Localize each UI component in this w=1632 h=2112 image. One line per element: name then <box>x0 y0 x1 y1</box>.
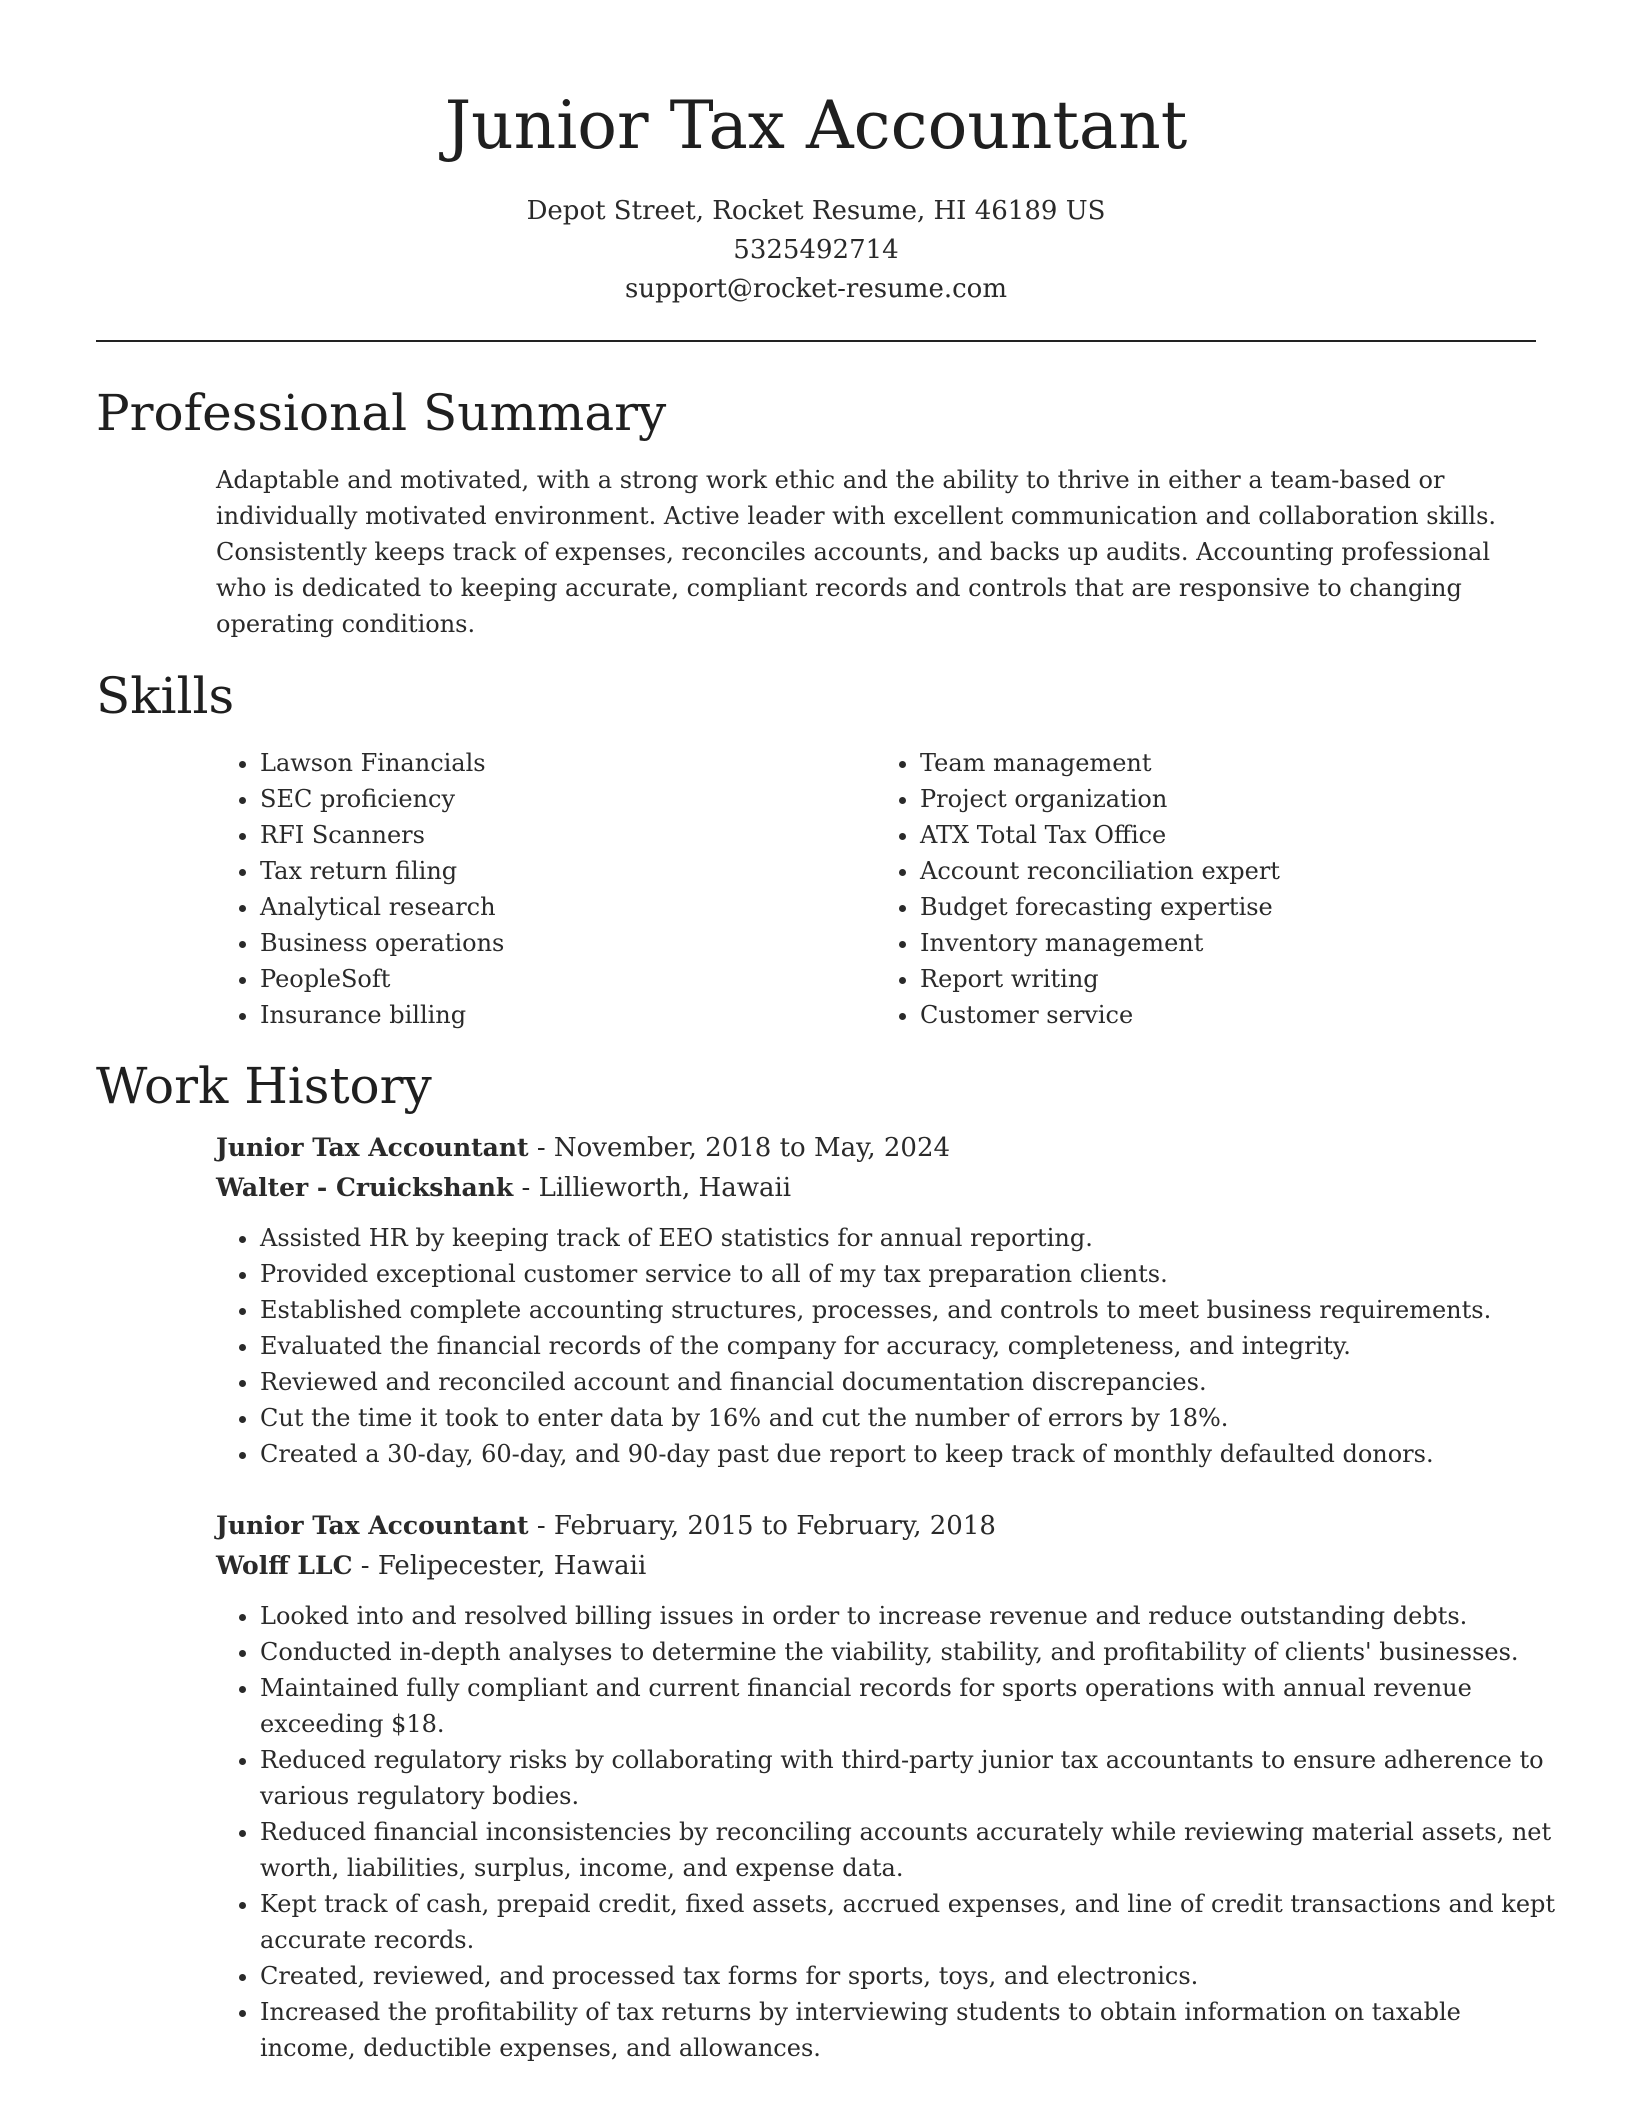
contact-block <box>0 192 1632 309</box>
job-company-line <box>216 1168 1556 1208</box>
job-location: - Felipecester, Hawaii <box>352 1551 647 1581</box>
skills-list <box>216 745 1536 1033</box>
skill-item: • Report writing <box>920 961 1536 997</box>
job-bullet: • Reviewed and reconciled account and financial documentation discrepancies. <box>260 1364 1556 1400</box>
skills-column-left <box>216 745 876 1033</box>
skill-item: • Inventory management <box>920 925 1536 961</box>
skill-item: • Analytical research <box>260 889 876 925</box>
job-bullet: • Kept track of cash, prepaid credit, fixed assets, accrued expenses, and line of credit transactions and kept accurate records. <box>260 1886 1556 1958</box>
summary-text: Adaptable and motivated, with a strong work ethic and the ability to thrive in either a team-based or individually motivated environment. Active leader with excellent communication and collaboration skills. Consistently keeps track of expenses, reconciles accounts, and backs up audits. Accounting professional who is dedicated to keeping accurate, compliant records and controls that are responsive to changing operating conditions. <box>216 466 1497 638</box>
skill-item: • PeopleSoft <box>260 961 876 997</box>
resume-header <box>0 0 1632 309</box>
job-bullet: • Looked into and resolved billing issues in order to increase revenue and reduce outstanding debts. <box>260 1598 1556 1634</box>
skill-item: • Business operations <box>260 925 876 961</box>
skill-item: • Account reconciliation expert <box>920 853 1536 889</box>
skill-item: • Team management <box>920 745 1536 781</box>
job-bullet: • Reduced financial inconsistencies by reconciling accounts accurately while reviewing material assets, net worth, liabilities, surplus, income, and expense data. <box>260 1814 1556 1886</box>
skill-item: • Budget forecasting expertise <box>920 889 1536 925</box>
skill-item: • Lawson Financials <box>260 745 876 781</box>
job-dates: - November, 2018 to May, 2024 <box>528 1133 951 1163</box>
job-bullet: • Established complete accounting structures, processes, and controls to meet business requirements. <box>260 1292 1556 1328</box>
contact-address: Depot Street, Rocket Resume, HI 46189 US <box>526 196 1106 226</box>
skill-item: • Insurance billing <box>260 997 876 1033</box>
job-company: Wolff LLC <box>216 1551 353 1580</box>
work-history-heading: Work History <box>96 1057 432 1115</box>
job-role: Junior Tax Accountant <box>216 1133 529 1162</box>
job-bullets <box>216 1220 1556 1472</box>
job-bullet: • Created, reviewed, and processed tax forms for sports, toys, and electronics. <box>260 1958 1556 1994</box>
skill-item: • SEC proficiency <box>260 781 876 817</box>
job-role: Junior Tax Accountant <box>216 1511 529 1540</box>
contact-phone: 5325492714 <box>733 235 899 265</box>
skill-item: • Tax return filing <box>260 853 876 889</box>
job-bullet: • Assisted HR by keeping track of EEO statistics for annual reporting. <box>260 1220 1556 1256</box>
job-company-line <box>216 1546 1556 1586</box>
skills-column-right <box>876 745 1536 1033</box>
skill-item: • Customer service <box>920 997 1536 1033</box>
job-bullet: • Provided exceptional customer service to all of my tax preparation clients. <box>260 1256 1556 1292</box>
job-entry <box>216 1128 1556 1472</box>
contact-email: support@rocket-resume.com <box>624 274 1007 304</box>
job-bullet: • Maintained fully compliant and current financial records for sports operations with annual revenue exceeding $18. <box>260 1670 1556 1742</box>
job-bullet: • Created a 30-day, 60-day, and 90-day past due report to keep track of monthly defaulted donors. <box>260 1436 1556 1472</box>
job-title-line <box>216 1506 1556 1546</box>
job-company: Walter - Cruickshank <box>216 1173 514 1202</box>
skill-item: • ATX Total Tax Office <box>920 817 1536 853</box>
candidate-name: Junior Tax Accountant <box>444 87 1188 164</box>
skill-item: • RFI Scanners <box>260 817 876 853</box>
skill-item: • Project organization <box>920 781 1536 817</box>
summary-heading: Professional Summary <box>96 384 667 442</box>
job-bullets <box>216 1598 1556 2066</box>
job-entry <box>216 1506 1556 2066</box>
job-bullet: • Cut the time it took to enter data by 16% and cut the number of errors by 18%. <box>260 1400 1556 1436</box>
job-location: - Lillieworth, Hawaii <box>513 1173 792 1203</box>
job-bullet: • Evaluated the financial records of the company for accuracy, completeness, and integrity. <box>260 1328 1556 1364</box>
job-bullet: • Conducted in-depth analyses to determine the viability, stability, and profitability of clients' businesses. <box>260 1634 1556 1670</box>
job-title-line <box>216 1128 1556 1168</box>
skills-heading: Skills <box>96 667 235 725</box>
job-bullet: • Reduced regulatory risks by collaborating with third-party junior tax accountants to ensure adherence to various regulatory bodies. <box>260 1742 1556 1814</box>
job-dates: - February, 2015 to February, 2018 <box>528 1511 996 1541</box>
job-bullet: • Increased the profitability of tax returns by interviewing students to obtain information on taxable income, deductible expenses, and allowances. <box>260 1994 1556 2066</box>
header-divider <box>96 340 1536 342</box>
